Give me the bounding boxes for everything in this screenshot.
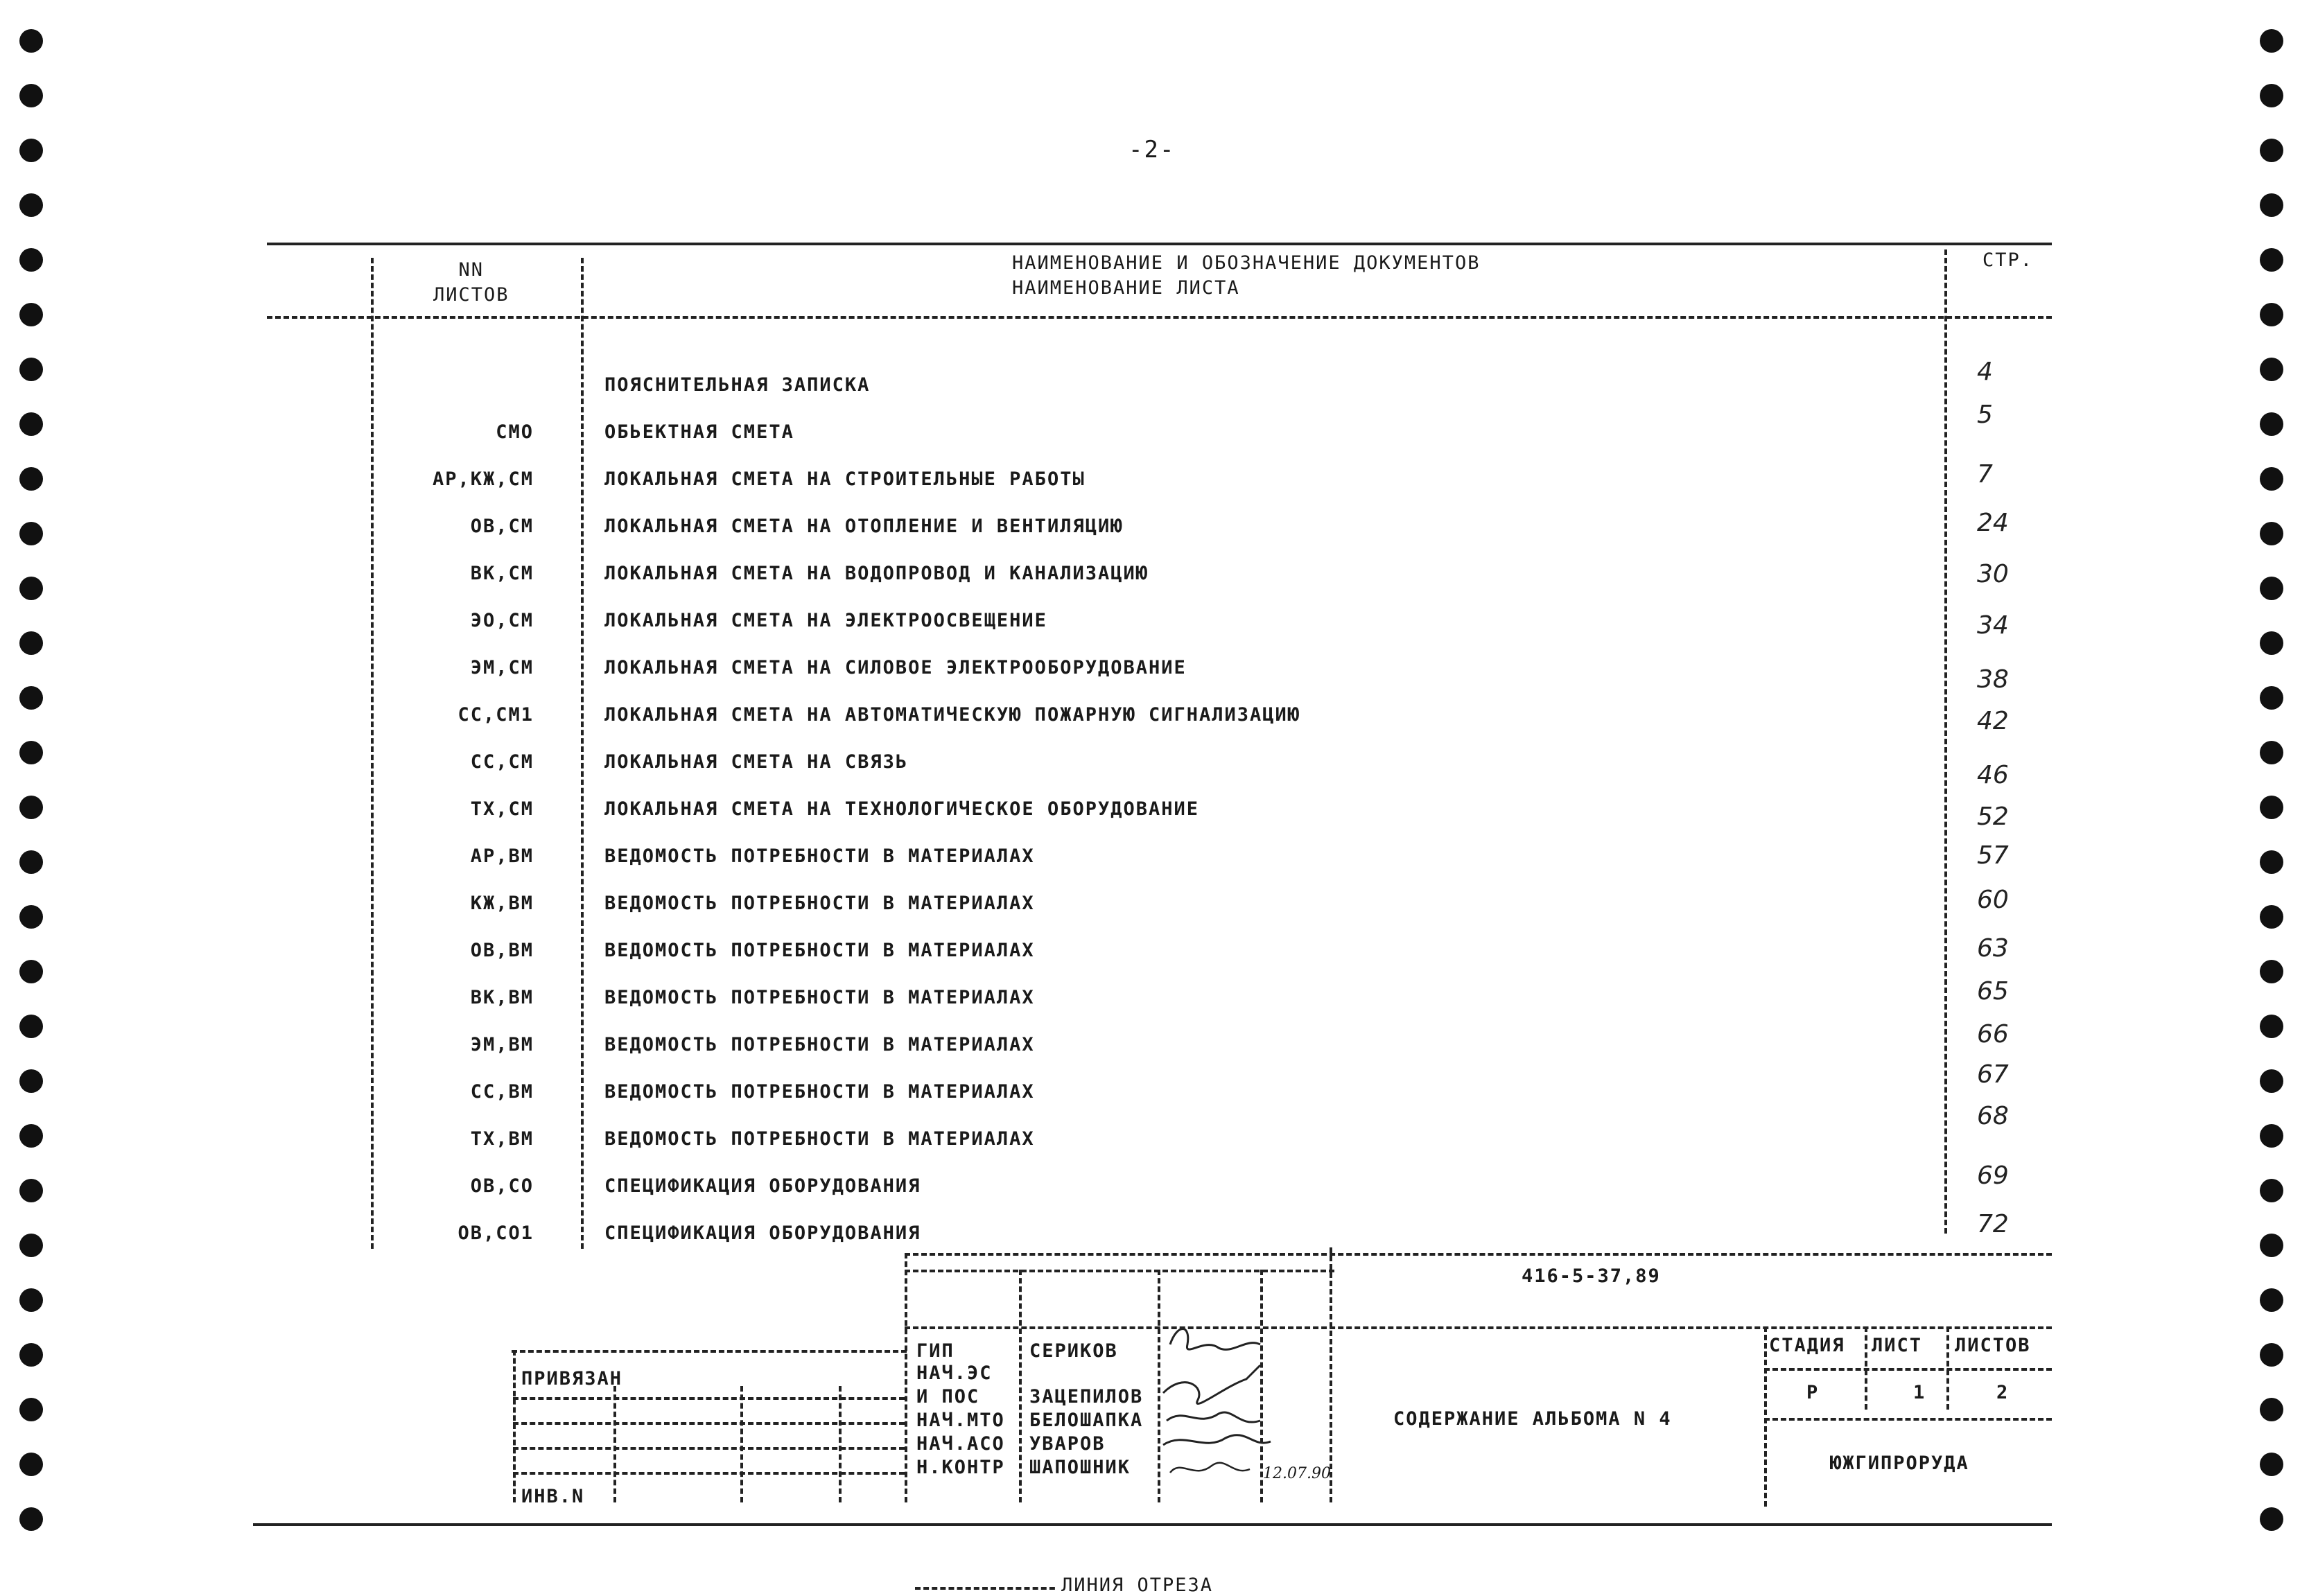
perforation-hole (19, 850, 43, 874)
row-page: 69 (1977, 1161, 2009, 1190)
perforation-hole (2260, 139, 2283, 162)
perforation-hole (2260, 960, 2283, 983)
row-page: 72 (1977, 1210, 2009, 1238)
perforation-hole (19, 29, 43, 53)
row-name: ЛОКАЛЬНАЯ СМЕТА НА ТЕХНОЛОГИЧЕСКОЕ ОБОРУДОВАНИЕ (604, 798, 1200, 820)
tb-vsep-priv4 (839, 1386, 842, 1502)
row-page: 66 (1977, 1020, 2009, 1049)
approval-name: ШАПОШНИК (1029, 1457, 1131, 1478)
row-page: 4 (1977, 358, 1993, 386)
perforation-hole (2260, 412, 2283, 436)
handwritten-date: 12.07.90 (1263, 1465, 1331, 1482)
row-name: ВЕДОМОСТЬ ПОТРЕБНОСТИ В МАТЕРИАЛАХ (604, 1128, 1035, 1150)
row-code: СМО (496, 421, 534, 443)
perforation-hole (2260, 193, 2283, 217)
tb-vsep-b (1019, 1270, 1022, 1502)
signature-3 (1167, 1412, 1260, 1422)
perforation-hole (19, 1288, 43, 1312)
perforation-hole (2260, 741, 2283, 764)
tb-privyazan-top (512, 1350, 907, 1353)
perforation-hole (2260, 577, 2283, 600)
perforation-hole (19, 139, 43, 162)
row-page: 38 (1977, 665, 2009, 694)
tb-priv-row2 (513, 1422, 905, 1425)
tb-priv-row3 (513, 1447, 905, 1450)
signatures (1156, 1317, 1274, 1497)
perforation-hole (19, 248, 43, 272)
perforation-hole (19, 412, 43, 436)
perforation-hole (19, 960, 43, 983)
row-page: 60 (1977, 886, 2009, 914)
inv-label: ИНВ.N (521, 1486, 585, 1507)
row-name: ПОЯСНИТЕЛЬНАЯ ЗАПИСКА (604, 374, 871, 396)
row-page: 24 (1977, 509, 2009, 537)
tb-vsep-f (1764, 1326, 1767, 1507)
row-name: ВЕДОМОСТЬ ПОТРЕБНОСТИ В МАТЕРИАЛАХ (604, 940, 1035, 961)
perforation-hole (2260, 1069, 2283, 1093)
tb-priv-row1 (513, 1397, 905, 1400)
row-code: ОВ,ВМ (470, 940, 534, 961)
tb-top-line (905, 1253, 2052, 1256)
perforation-hole (19, 303, 43, 326)
perforation-hole (2260, 905, 2283, 929)
perforation-hole (2260, 84, 2283, 107)
perforation-hole (2260, 1507, 2283, 1531)
perforation-hole (19, 1343, 43, 1367)
row-page: 7 (1977, 460, 1993, 489)
perforation-hole (19, 1507, 43, 1531)
row-code: ОВ,СО (470, 1175, 534, 1197)
tb-vsep-priv3 (740, 1386, 743, 1502)
perforation-hole (19, 796, 43, 819)
perforation-hole (2260, 850, 2283, 874)
row-page: 63 (1977, 934, 2009, 963)
header-col-name-2: НАИМЕНОВАНИЕ ЛИСТА (1012, 277, 1240, 299)
stage-value: Р (1806, 1382, 1820, 1403)
signature-2 (1163, 1365, 1260, 1404)
row-name: СПЕЦИФИКАЦИЯ ОБОРУДОВАНИЯ (604, 1175, 921, 1197)
row-name: ВЕДОМОСТЬ ПОТРЕБНОСТИ В МАТЕРИАЛАХ (604, 845, 1035, 867)
cut-line-label: ЛИНИЯ ОТРЕЗА (1057, 1575, 1217, 1596)
row-code: СС,ВМ (470, 1081, 534, 1103)
perforation-hole (19, 631, 43, 655)
perforation-hole (19, 84, 43, 107)
row-code: ЭО,СМ (470, 610, 534, 631)
sheet-value: 1 (1913, 1382, 1926, 1403)
row-name: ЛОКАЛЬНАЯ СМЕТА НА СИЛОВОЕ ЭЛЕКТРООБОРУДОВАНИЕ (604, 657, 1187, 678)
perforation-hole (2260, 467, 2283, 491)
tb-line-2 (905, 1270, 1334, 1272)
perforation-hole (2260, 303, 2283, 326)
row-page: 42 (1977, 707, 2009, 735)
approval-role: НАЧ.МТО (916, 1410, 1005, 1431)
row-code: ТХ,СМ (470, 798, 534, 820)
perforation-hole (19, 686, 43, 710)
perforation-hole (2260, 1179, 2283, 1202)
perforation-hole (2260, 1398, 2283, 1421)
tb-vsep-a (905, 1253, 907, 1502)
row-name: ВЕДОМОСТЬ ПОТРЕБНОСТИ В МАТЕРИАЛАХ (604, 893, 1035, 914)
row-name: ЛОКАЛЬНАЯ СМЕТА НА СТРОИТЕЛЬНЫЕ РАБОТЫ (604, 468, 1086, 490)
perforation-hole (2260, 796, 2283, 819)
doc-code: 416-5-37,89 (1522, 1265, 1661, 1287)
perforation-hole (19, 1234, 43, 1257)
row-name: ЛОКАЛЬНАЯ СМЕТА НА АВТОМАТИЧЕСКУЮ ПОЖАРНУЮ СИГНАЛИЗАЦИЮ (604, 704, 1301, 726)
row-page: 30 (1977, 560, 2009, 588)
tb-vsep-g (1865, 1326, 1867, 1410)
perforation-hole (2260, 686, 2283, 710)
row-name: ВЕДОМОСТЬ ПОТРЕБНОСТИ В МАТЕРИАЛАХ (604, 1034, 1035, 1055)
tb-line-3 (905, 1326, 2052, 1329)
signature-5 (1170, 1463, 1250, 1473)
perforation-hole (19, 358, 43, 381)
perforation-hole (2260, 1015, 2283, 1038)
signature-1 (1170, 1329, 1260, 1350)
perforation-hole (2260, 1288, 2283, 1312)
sheets-label: ЛИСТОВ (1955, 1335, 2031, 1356)
row-page: 52 (1977, 803, 2009, 831)
approval-name: ЗАЦЕПИЛОВ (1029, 1386, 1144, 1408)
page-number: -2- (1128, 136, 1176, 164)
row-name: ОБЬЕКТНАЯ СМЕТА (604, 421, 794, 443)
col-sep-2 (581, 258, 584, 1249)
perforation-right (2260, 0, 2301, 1594)
approval-role: НАЧ.АСО (916, 1433, 1005, 1455)
perforation-hole (19, 1398, 43, 1421)
row-name: ЛОКАЛЬНАЯ СМЕТА НА ЭЛЕКТРООСВЕЩЕНИЕ (604, 610, 1047, 631)
row-code: АР,КЖ,СМ (432, 468, 534, 490)
row-page: 5 (1977, 401, 1993, 429)
row-code: ОВ,СМ (470, 516, 534, 537)
perforation-hole (19, 1015, 43, 1038)
row-code: ОВ,СО1 (458, 1222, 534, 1244)
row-code: КЖ,ВМ (470, 893, 534, 914)
privyazan-label: ПРИВЯЗАН (521, 1368, 623, 1389)
perforation-hole (19, 193, 43, 217)
perforation-hole (2260, 29, 2283, 53)
perforation-hole (19, 577, 43, 600)
sheets-value: 2 (1996, 1382, 2010, 1403)
approval-name: СЕРИКОВ (1029, 1340, 1118, 1362)
row-name: СПЕЦИФИКАЦИЯ ОБОРУДОВАНИЯ (604, 1222, 921, 1244)
perforation-hole (19, 522, 43, 545)
perforation-hole (2260, 1343, 2283, 1367)
tb-vsep-priv2 (613, 1386, 616, 1502)
tb-line-stage2 (1764, 1418, 2052, 1421)
row-code: СС,СМ1 (458, 704, 534, 726)
tb-priv-row4 (513, 1472, 905, 1475)
approval-name: БЕЛОШАПКА (1029, 1410, 1144, 1431)
album-title: СОДЕРЖАНИЕ АЛЬБОМА N 4 (1393, 1408, 1672, 1430)
row-name: ЛОКАЛЬНАЯ СМЕТА НА ОТОПЛЕНИЕ И ВЕНТИЛЯЦИЮ (604, 516, 1124, 537)
row-code: ЭМ,СМ (470, 657, 534, 678)
perforation-hole (19, 905, 43, 929)
stage-label: СТАДИЯ (1769, 1335, 1845, 1356)
signature-4 (1163, 1435, 1271, 1445)
row-code: АР,ВМ (470, 845, 534, 867)
row-code: ТХ,ВМ (470, 1128, 534, 1150)
perforation-hole (19, 1069, 43, 1093)
organization: ЮЖГИПРОРУДА (1830, 1453, 1969, 1474)
row-code: ЭМ,ВМ (470, 1034, 534, 1055)
perforation-hole (19, 467, 43, 491)
row-name: ВЕДОМОСТЬ ПОТРЕБНОСТИ В МАТЕРИАЛАХ (604, 987, 1035, 1008)
row-page: 34 (1977, 611, 2009, 640)
header-col-num: NN ЛИСТОВ (433, 259, 509, 306)
approval-name: УВАРОВ (1029, 1433, 1106, 1455)
perforation-hole (19, 741, 43, 764)
tb-vsep-e (1330, 1247, 1332, 1502)
approval-role: И ПОС (916, 1386, 980, 1408)
row-name: ЛОКАЛЬНАЯ СМЕТА НА СВЯЗЬ (604, 751, 909, 773)
perforation-hole (19, 1124, 43, 1148)
perforation-hole (2260, 248, 2283, 272)
approval-role: ГИП (916, 1340, 955, 1362)
tb-line-stage (1764, 1368, 2052, 1371)
sheet-label: ЛИСТ (1872, 1335, 1923, 1356)
table-header-bottom (267, 316, 2052, 319)
perforation-hole (19, 1179, 43, 1202)
perforation-hole (2260, 522, 2283, 545)
row-code: ВК,ВМ (470, 987, 534, 1008)
tb-vsep-h (1946, 1326, 1949, 1410)
perforation-hole (2260, 1234, 2283, 1257)
row-code: ВК,СМ (470, 563, 534, 584)
tb-vsep-priv1 (513, 1350, 516, 1502)
perforation-hole (2260, 1124, 2283, 1148)
row-page: 65 (1977, 977, 2009, 1006)
row-name: ЛОКАЛЬНАЯ СМЕТА НА ВОДОПРОВОД И КАНАЛИЗАЦИЮ (604, 563, 1149, 584)
row-page: 57 (1977, 841, 2009, 870)
tb-bottom-line (253, 1523, 2052, 1526)
header-col-name-1: НАИМЕНОВАНИЕ И ОБОЗНАЧЕНИЕ ДОКУМЕНТОВ (1012, 252, 1481, 274)
table-top-border (267, 243, 2052, 245)
perforation-hole (2260, 358, 2283, 381)
header-col-page: СТР. (1983, 249, 2034, 271)
row-code: СС,СМ (470, 751, 534, 773)
row-page: 67 (1977, 1060, 2009, 1089)
approval-role: Н.КОНТР (916, 1457, 1005, 1478)
row-page: 68 (1977, 1102, 2009, 1130)
perforation-hole (2260, 1453, 2283, 1476)
col-sep-3 (1944, 249, 1947, 1234)
approval-role: НАЧ.ЭС (916, 1362, 993, 1384)
perforation-left (19, 0, 61, 1594)
perforation-hole (2260, 631, 2283, 655)
perforation-hole (19, 1453, 43, 1476)
row-page: 46 (1977, 761, 2009, 789)
row-name: ВЕДОМОСТЬ ПОТРЕБНОСТИ В МАТЕРИАЛАХ (604, 1081, 1035, 1103)
